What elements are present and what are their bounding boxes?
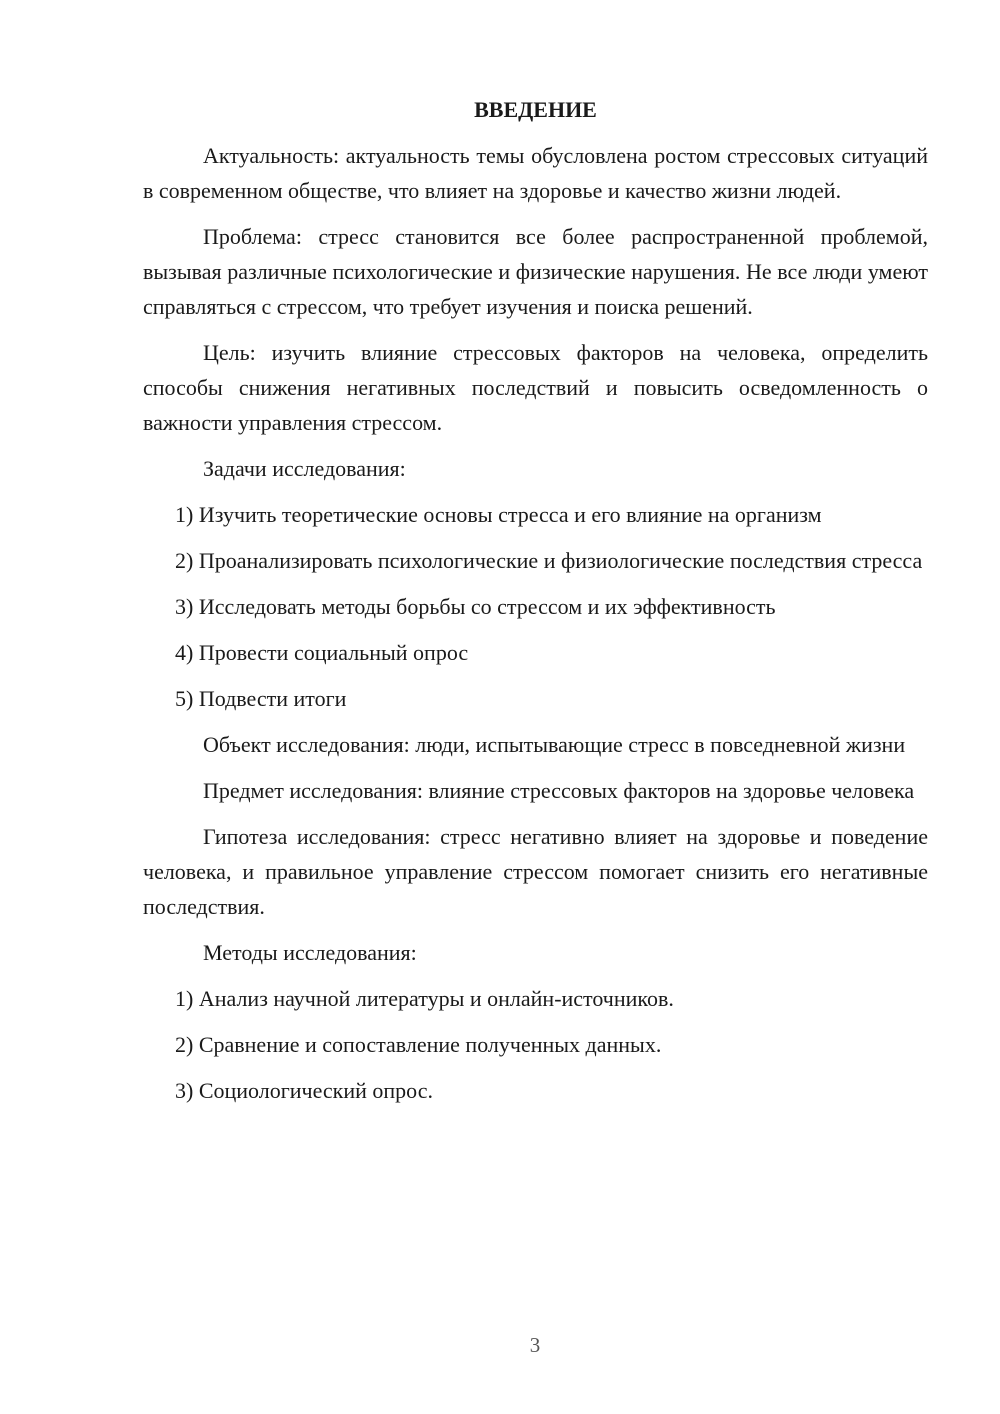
task-item-1: 1) Изучить теоретические основы стресса и его влияние на организм bbox=[175, 502, 822, 527]
task-item-5: 5) Подвести итоги bbox=[175, 686, 347, 711]
task-item-4: 4) Провести социальный опрос bbox=[175, 640, 469, 665]
problem-paragraph: Проблема: стресс становится все более распространенной проблемой, вызывая различные психологические и физические нарушения. Не все люди умеют справляться с стрессом, что требует изучения и поиска решений. bbox=[143, 224, 928, 319]
method-item-1: 1) Анализ научной литературы и онлайн-источников. bbox=[175, 986, 674, 1011]
method-item-3: 3) Социологический опрос. bbox=[175, 1078, 433, 1103]
relevance-paragraph: Актуальность: актуальность темы обусловлена ростом стрессовых ситуаций в современном обществе, что влияет на здоровье и качество жизни людей. bbox=[143, 143, 928, 203]
method-item-2: 2) Сравнение и сопоставление полученных данных. bbox=[175, 1032, 662, 1057]
goal-paragraph: Цель: изучить влияние стрессовых факторов на человека, определить способы снижения негативных последствий и повысить осведомленность о важности управления стрессом. bbox=[143, 340, 928, 435]
page-number: 3 bbox=[529, 1333, 541, 1357]
subject-paragraph: Предмет исследования: влияние стрессовых факторов на здоровье человека bbox=[203, 778, 915, 803]
task-item-3: 3) Исследовать методы борьбы со стрессом и их эффективность bbox=[175, 594, 776, 619]
page-content bbox=[143, 92, 928, 1119]
task-item-2: 2) Проанализировать психологические и физиологические последствия стресса bbox=[175, 548, 923, 573]
tasks-title: Задачи исследования: bbox=[203, 456, 406, 481]
object-paragraph: Объект исследования: люди, испытывающие стресс в повседневной жизни bbox=[203, 732, 906, 757]
methods-title: Методы исследования: bbox=[203, 940, 417, 965]
section-heading: ВВЕДЕНИЕ bbox=[474, 97, 597, 122]
hypothesis-paragraph: Гипотеза исследования: стресс негативно влияет на здоровье и поведение человека, и правильное управление стрессом помогает снизить его негативные последствия. bbox=[143, 824, 928, 919]
